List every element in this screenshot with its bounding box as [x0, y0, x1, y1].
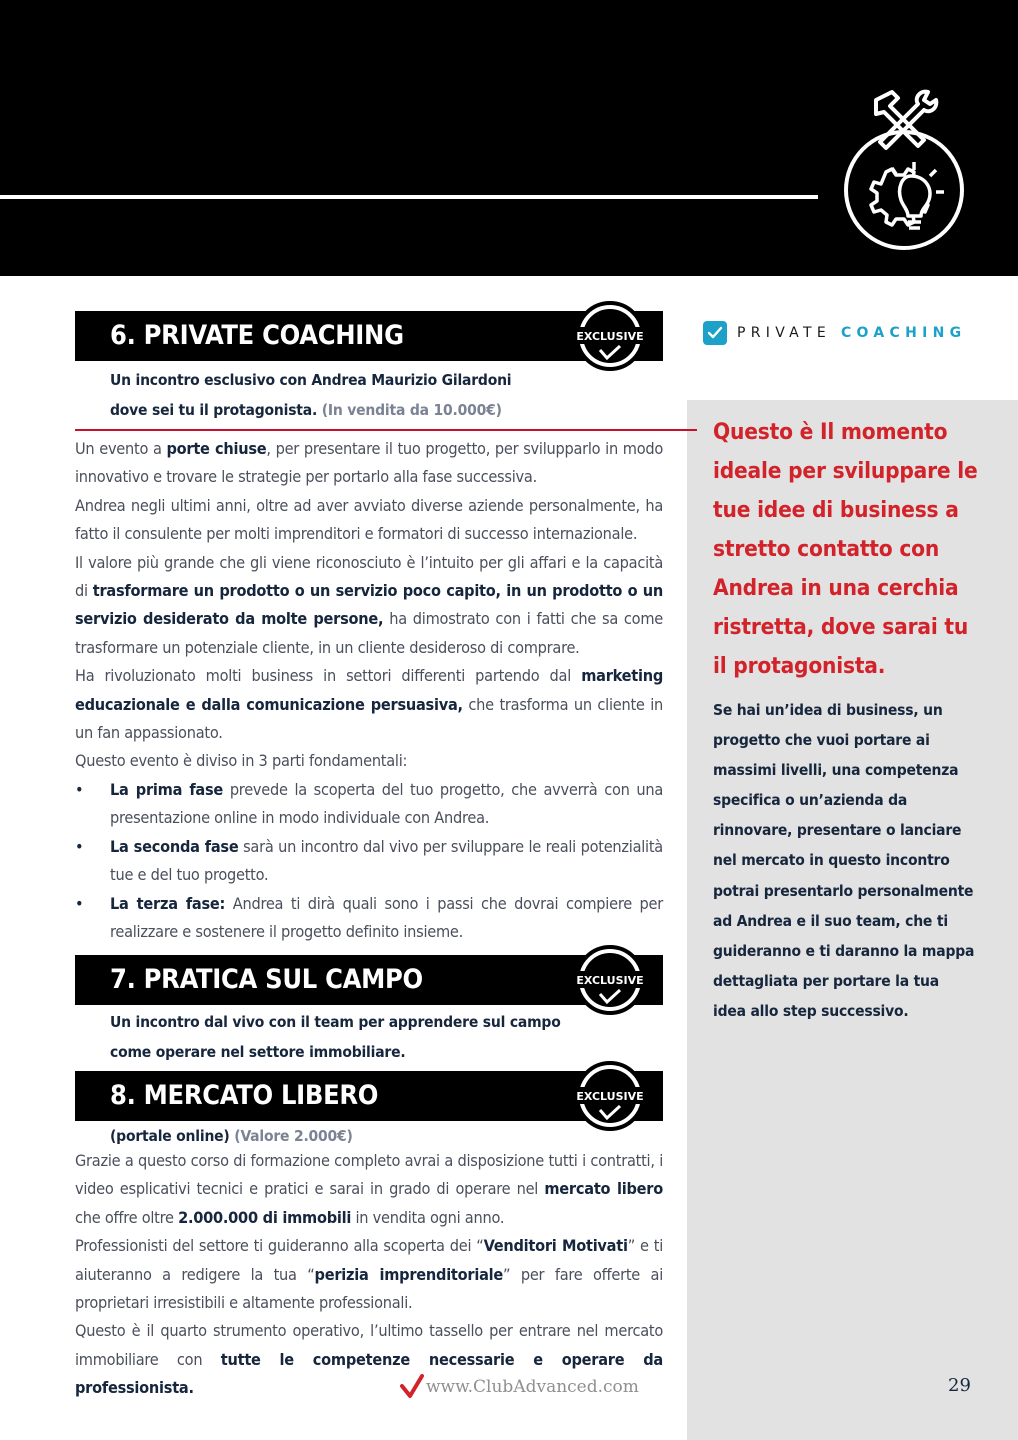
- section-7-title: 7. PRATICA SUL CAMPO: [110, 964, 423, 995]
- paragraph: Questo è il quarto strumento operativo, l’ultimo tassello per entrare nel mercato immobiliare con tutte le competenze necessarie e operare da professionista.: [75, 1321, 663, 1398]
- hammer-wrench-icon: [862, 84, 942, 154]
- footer-url[interactable]: [400, 1372, 639, 1402]
- section-8-body: [75, 1147, 663, 1403]
- section-8-title: 8. MERCATO LIBERO: [110, 1080, 379, 1111]
- list-item: • La seconda fase sarà un incontro dal vivo per sviluppare le reali potenzialità tue e del tuo progetto.: [75, 833, 663, 890]
- paragraph: Grazie a questo corso di formazione completo avrai a disposizione tutti i contratti, i video esplicativi tecnici e pratici e sarai in grado di operare nel mercato libero che offre oltre 2.000.000 di immobili in vendita ogni anno.: [75, 1151, 663, 1227]
- paragraph: Professionisti del settore ti guideranno alla scoperta dei “Venditori Motivati” e ti aiuteranno a redigere la tua “perizia imprenditoriale” per fare offerte ai proprietari irresistibili e altamente professionali.: [75, 1236, 663, 1313]
- paragraph: Il valore più grande che gli viene riconosciuto è l’intuito per gli affari e la capacità di trasformare un prodotto o un servizio poco capito, in un prodotto o un servizio desiderato da molte persone, ha dimostrato con i fatti che sa come trasformare un potenziale cliente, in un cliente desideroso di comprare.: [75, 552, 664, 657]
- page-number: 29: [948, 1375, 971, 1396]
- footer-url-text: www.ClubAdvanced.com: [426, 1377, 639, 1397]
- section-7-subtitle: [110, 1008, 561, 1067]
- sidebar-body: Se hai un’idea di business, un progetto che vuoi portare ai massimi livelli, una competenza specifica o un’azienda da rinnovare, presentare o lanciare nel mercato in questo incontro potrai presentarlo personalmente ad Andrea e il suo team, che ti guideranno e ti daranno la mappa dettagliata per portare la tua idea allo step successivo.: [713, 701, 975, 1020]
- section-7-subtitle-line1: Un incontro dal vivo con il team per apprendere sul campo: [110, 1013, 561, 1031]
- paragraph: Ha rivoluzionato molti business in settori differenti partendo dal marketing educazionale e dalla comunicazione persuasiva, che trasforma un cliente in un fan appassionato.: [75, 666, 664, 743]
- section-6-price: (In vendita da 10.000€): [321, 400, 502, 419]
- section-8-subtitle-line1: (portale online): [110, 1127, 230, 1145]
- brand-word-coaching: COACHING: [840, 325, 967, 341]
- phase-list: [75, 776, 663, 946]
- section-6-subtitle-line2: dove sei tu il protagonista.: [110, 400, 318, 419]
- paragraph: Un evento a porte chiuse, per presentare il tuo progetto, per svilupparlo in modo innovativo e trovare le strategie per portarlo alla fase successiva.: [75, 439, 664, 487]
- section-6-body: [75, 435, 663, 946]
- sidebar-headline: Questo è Il momento ideale per sviluppare le tue idee di business a stretto contatto con Andrea in una cerchia ristretta, dove sarai tu il protagonista.: [713, 419, 978, 679]
- paragraph: Andrea negli ultimi anni, oltre ad aver avviato diverse aziende personalmente, ha fatto il consulente per molti imprenditori e formatori di successo internazionale.: [75, 495, 663, 544]
- hero-banner: [0, 0, 1018, 276]
- hero-divider-line: [0, 195, 818, 199]
- list-item: • La prima fase prevede la scoperta del tuo progetto, che avverrà con una presentazione online in modo individuale con Andrea.: [75, 776, 663, 833]
- section-6-subtitle: [110, 366, 511, 425]
- list-item: • La terza fase: Andrea ti dirà quali sono i passi che dovrai compiere per realizzare e sostenere il progetto definito insieme.: [75, 890, 663, 947]
- svg-text:EXCLUSIVE: EXCLUSIVE: [576, 330, 644, 343]
- check-logo-icon: [400, 1374, 424, 1400]
- check-icon: [703, 321, 727, 345]
- brand-word-private: PRIVATE: [737, 325, 831, 341]
- exclusive-badge-icon: [560, 1060, 660, 1132]
- svg-text:EXCLUSIVE: EXCLUSIVE: [576, 1090, 644, 1103]
- section-7-subtitle-line2: come operare nel settore immobiliare.: [110, 1042, 406, 1061]
- svg-text:EXCLUSIVE: EXCLUSIVE: [576, 974, 644, 987]
- paragraph: Questo evento è diviso in 3 parti fondamentali:: [75, 751, 408, 771]
- brand-private-coaching: [703, 320, 966, 346]
- section-8-price: (Valore 2.000€): [234, 1127, 353, 1145]
- exclusive-badge-icon: [560, 944, 660, 1016]
- section-6-title: 6. PRIVATE COACHING: [110, 320, 404, 351]
- red-divider: [75, 429, 697, 431]
- section-6-subtitle-line1: Un incontro esclusivo con Andrea Maurizio Gilardoni: [110, 371, 512, 389]
- exclusive-badge-icon: [560, 300, 660, 372]
